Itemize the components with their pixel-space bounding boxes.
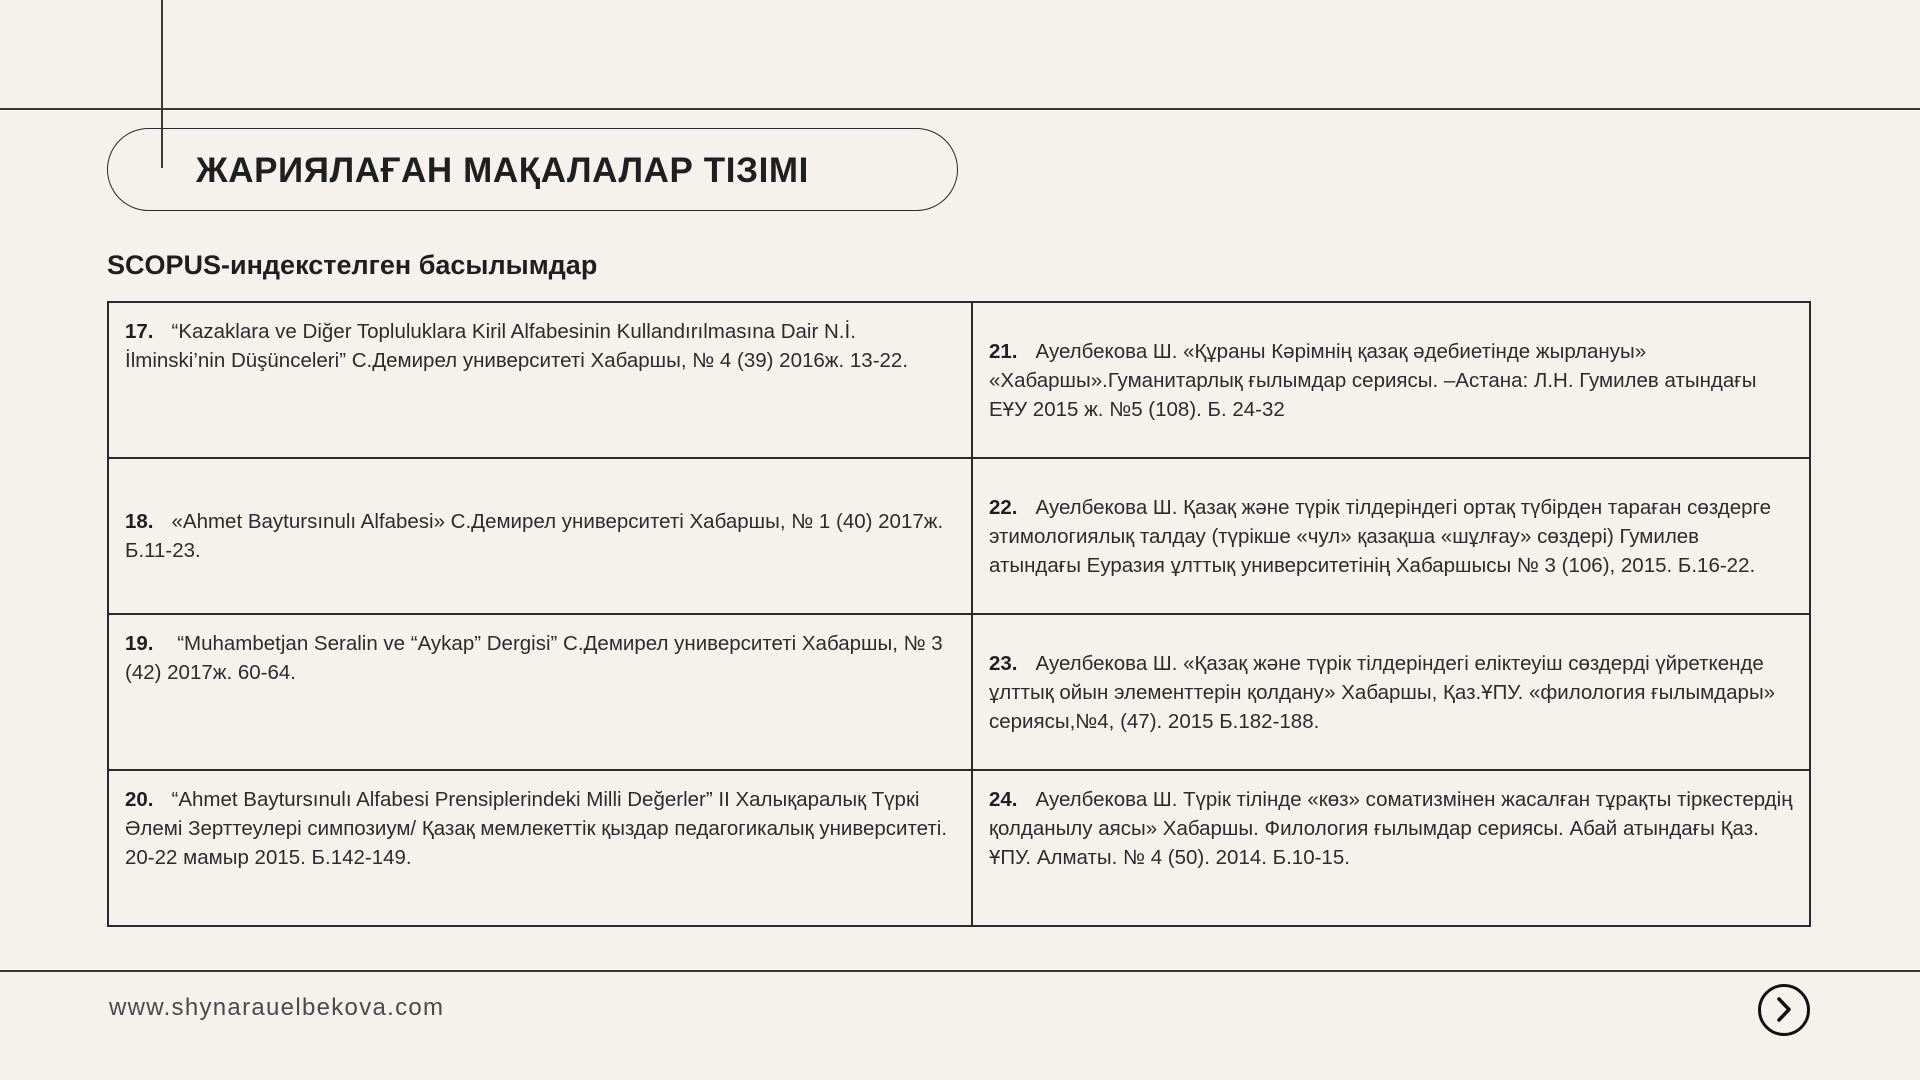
publication-cell bbox=[108, 614, 972, 770]
publication-cell bbox=[108, 770, 972, 926]
publication-cell bbox=[108, 302, 972, 458]
publication-number: 20. bbox=[125, 788, 154, 811]
publications-table bbox=[107, 301, 1811, 927]
publication-cell bbox=[972, 614, 1810, 770]
publication-cell bbox=[972, 458, 1810, 614]
website-link[interactable]: www.shynarauelbekova.com bbox=[109, 994, 445, 1021]
publication-number: 24. bbox=[989, 788, 1018, 811]
next-slide-button[interactable] bbox=[1758, 984, 1810, 1036]
table-row bbox=[108, 770, 1810, 926]
publication-cell bbox=[972, 302, 1810, 458]
publication-number: 18. bbox=[125, 510, 154, 533]
table-row bbox=[108, 458, 1810, 614]
publication-text: “Ahmet Baytursınulı Alfabesi Prensiplerindeki Milli Değerler” II Халықаралық Түркі Әлемі Зерттеулері симпозиум/ Қазақ мемлекеттік қыздар педагогикалық университеті. 20-22 мамыр 2015. Б.142-149. bbox=[125, 788, 948, 869]
publication-number: 22. bbox=[989, 495, 1018, 519]
publication-number: 21. bbox=[989, 339, 1018, 363]
publication-number: 23. bbox=[989, 651, 1018, 675]
table-row bbox=[108, 614, 1810, 770]
section-subtitle: SCOPUS-индекстелген басылымдар bbox=[107, 250, 598, 280]
publication-number: 19. bbox=[125, 632, 154, 655]
publication-cell bbox=[972, 770, 1810, 926]
bottom-divider bbox=[0, 970, 1920, 972]
publication-cell bbox=[108, 458, 972, 614]
publication-text: Ауелбекова Ш. Қазақ және түрік тілдеріндегі ортақ түбірден тараған сөздерге этимологиялық талдау (түрікше «чул» қазақша «шұлғау» сөздері) Гумилев атындағы Еуразия ұлттық университетінің Хабаршысы № 3 (106), 2015. Б.16-22. bbox=[989, 495, 1771, 577]
publication-number: 17. bbox=[125, 320, 154, 343]
top-divider bbox=[0, 108, 1920, 110]
publication-text: “Kazaklara ve Diğer Topluluklara Kiril Alfabesinin Kullandırılmasına Dair N.İ. İlminski’nin Düşünceleri” С.Демирел университеті Хабаршы, № 4 (39) 2016ж. 13-22. bbox=[125, 320, 909, 372]
title-pill bbox=[107, 128, 958, 211]
publication-text: Ауелбекова Ш. «Қазақ және түрік тілдеріндегі еліктеуіш сөздерді үйреткенде ұлттық ойын элементтерін қолдану» Хабаршы, Қаз.ҰПУ. «филология ғылымдары» сериясы,№4, (47). 2015 Б.182-188. bbox=[989, 651, 1776, 733]
page-title: ЖАРИЯЛАҒАН МАҚАЛАЛАР ТІЗІМІ bbox=[196, 151, 810, 190]
publication-text: «Ahmet Baytursınulı Alfabesi» С.Демирел университеті Хабаршы, № 1 (40) 2017ж. Б.11-23. bbox=[125, 510, 944, 562]
chevron-right-icon bbox=[1761, 987, 1806, 1032]
table-row bbox=[108, 302, 1810, 458]
publication-text: Ауелбекова Ш. «Құраны Кәрімнің қазақ әдебиетінде жырлануы» «Хабаршы».Гуманитарлық ғылымдар сериясы. –Астана: Л.Н. Гумилев атындағы ЕҰУ 2015 ж. №5 (108). Б. 24-32 bbox=[989, 339, 1757, 421]
publication-text: Ауелбекова Ш. Түрік тілінде «көз» соматизмінен жасалған тұрақты тіркестердің қолданылу аясы» Хабаршы. Филология ғылымдар сериясы. Абай атындағы Қаз. ҰПУ. Алматы. № 4 (50). 2014. Б.10-15. bbox=[989, 788, 1793, 869]
publication-text: “Muhambetjan Seralin ve “Aykap” Dergisi” С.Демирел университеті Хабаршы, № 3 (42) 2017ж. 60-64. bbox=[125, 632, 943, 684]
